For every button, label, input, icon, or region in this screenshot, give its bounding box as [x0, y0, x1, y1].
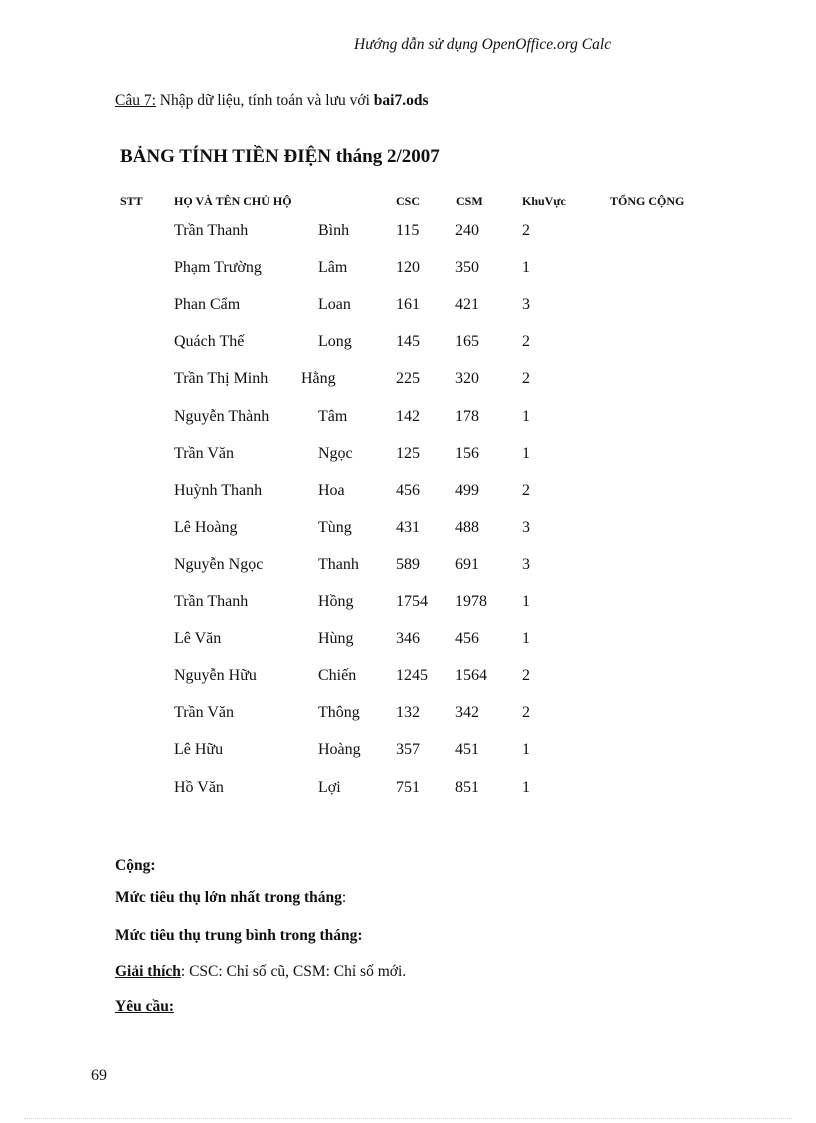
row-region: 2: [522, 482, 530, 499]
requirement-label: Yêu cầu:: [115, 998, 174, 1015]
row-region: 1: [522, 408, 530, 425]
row-csm: 178: [455, 408, 479, 425]
row-given-name: Tùng: [318, 519, 352, 536]
row-given-name: Hùng: [318, 630, 354, 647]
row-given-name: Hằng: [301, 370, 336, 387]
row-given-name: Chiến: [318, 667, 357, 684]
col-header-csc: CSC: [396, 194, 421, 208]
row-given-name: Hoàng: [318, 741, 361, 758]
row-csc: 1245: [396, 667, 428, 684]
row-region: 2: [522, 370, 530, 387]
row-given-name: Long: [318, 333, 352, 350]
row-csc: 1754: [396, 593, 428, 610]
row-csc: 120: [396, 259, 420, 276]
row-csm: 691: [455, 556, 479, 573]
row-region: 3: [522, 296, 530, 313]
row-family-name: Nguyễn Ngọc: [174, 556, 264, 573]
row-region: 1: [522, 445, 530, 462]
row-family-name: Nguyễn Hữu: [174, 667, 257, 684]
row-family-name: Lê Hữu: [174, 741, 224, 758]
table-title: BẢNG TÍNH TIỀN ĐIỆN tháng 2/2007: [120, 146, 440, 167]
row-region: 1: [522, 630, 530, 647]
row-given-name: Lâm: [318, 259, 348, 276]
row-given-name: Loan: [318, 296, 351, 313]
col-header-total: TỔNG CỘNG: [610, 194, 685, 208]
row-csm: 156: [455, 445, 479, 462]
row-given-name: Lợi: [318, 779, 341, 796]
row-csc: 142: [396, 408, 420, 425]
row-region: 2: [522, 667, 530, 684]
max-consumption-label: Mức tiêu thụ lớn nhất trong tháng:: [115, 889, 347, 906]
row-csm: 320: [455, 370, 479, 387]
page-number: 69: [91, 1067, 107, 1084]
avg-consumption-label: Mức tiêu thụ trung bình trong tháng:: [115, 927, 363, 944]
row-csm: 350: [455, 259, 479, 276]
row-given-name: Thanh: [318, 556, 359, 573]
explanation-line: [115, 963, 406, 981]
row-given-name: Ngọc: [318, 445, 353, 462]
row-csc: 132: [396, 704, 420, 721]
row-given-name: Hoa: [318, 482, 345, 499]
row-family-name: Trần Thị Minh: [174, 370, 269, 387]
running-header: Hướng dẫn sử dụng OpenOffice.org Calc: [354, 36, 612, 53]
row-csc: 357: [396, 741, 420, 758]
row-family-name: Lê Văn: [174, 630, 222, 647]
row-given-name: Bình: [318, 222, 350, 239]
row-family-name: Quách Thế: [174, 333, 245, 350]
col-header-region: KhuVực: [522, 194, 566, 208]
row-csc: 456: [396, 482, 420, 499]
row-family-name: Phan Cẩm: [174, 296, 241, 313]
row-csm: 240: [455, 222, 479, 239]
sum-label: Cộng:: [115, 857, 156, 874]
row-csc: 431: [396, 519, 420, 536]
row-region: 1: [522, 593, 530, 610]
row-family-name: Nguyễn Thành: [174, 408, 270, 425]
col-header-stt: STT: [120, 194, 143, 208]
row-csm: 451: [455, 741, 479, 758]
row-region: 3: [522, 556, 530, 573]
question-text: Nhập dữ liệu, tính toán và lưu với: [155, 92, 374, 109]
row-family-name: Trần Thanh: [174, 593, 249, 610]
row-region: 2: [522, 222, 530, 239]
question-filename: bai7.ods: [373, 92, 429, 109]
row-family-name: Hồ Văn: [174, 779, 224, 796]
explanation-label: Giải thích: [115, 963, 181, 980]
row-region: 2: [522, 333, 530, 350]
row-region: 1: [522, 259, 530, 276]
row-csc: 346: [396, 630, 420, 647]
row-csm: 1564: [455, 667, 487, 684]
row-region: 2: [522, 704, 530, 721]
row-family-name: Trần Thanh: [174, 222, 249, 239]
col-header-name: HỌ VÀ TÊN CHỦ HỘ: [174, 194, 292, 208]
row-region: 3: [522, 519, 530, 536]
question-line: [115, 92, 428, 110]
row-csm: 421: [455, 296, 479, 313]
col-header-csm: CSM: [456, 194, 483, 208]
row-csc: 145: [396, 333, 420, 350]
row-csm: 342: [455, 704, 479, 721]
explanation-text: : CSC: Chỉ số cũ, CSM: Chỉ số mới.: [180, 963, 407, 980]
row-csm: 499: [455, 482, 479, 499]
row-family-name: Trần Văn: [174, 704, 235, 721]
question-label: Câu 7:: [115, 92, 156, 109]
row-csc: 589: [396, 556, 420, 573]
row-given-name: Hồng: [318, 593, 354, 610]
row-csc: 125: [396, 445, 420, 462]
row-csm: 488: [455, 519, 479, 536]
row-csc: 115: [396, 222, 420, 239]
row-csc: 751: [396, 779, 420, 796]
page-bottom-rule: [24, 1118, 792, 1119]
row-csc: 225: [396, 370, 420, 387]
row-given-name: Thông: [318, 704, 360, 721]
row-csc: 161: [396, 296, 420, 313]
row-region: 1: [522, 779, 530, 796]
row-csm: 1978: [455, 593, 487, 610]
row-family-name: Huỳnh Thanh: [174, 482, 263, 499]
row-csm: 165: [455, 333, 479, 350]
row-region: 1: [522, 741, 530, 758]
row-csm: 851: [455, 779, 479, 796]
row-family-name: Trần Văn: [174, 445, 235, 462]
row-given-name: Tâm: [318, 408, 348, 425]
row-family-name: Lê Hoàng: [174, 519, 238, 536]
row-family-name: Phạm Trường: [174, 259, 262, 276]
row-csm: 456: [455, 630, 479, 647]
